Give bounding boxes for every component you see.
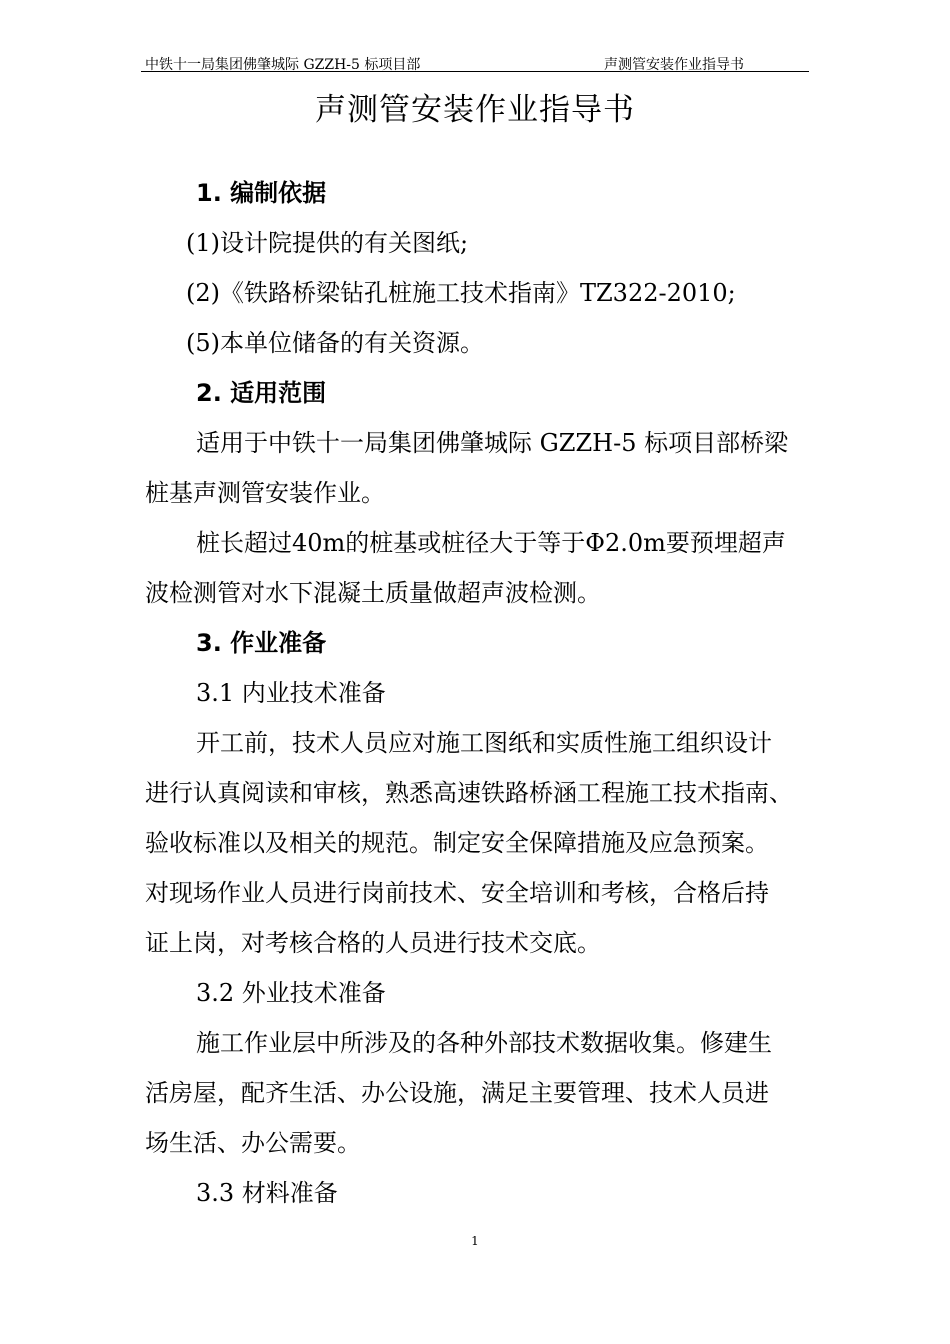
paragraph-line: 对现场作业人员进行岗前技术、安全培训和考核，合格后持 bbox=[145, 879, 769, 907]
paragraph-line: 场生活、办公需要。 bbox=[145, 1129, 361, 1157]
paragraph-line: 适用于中铁十一局集团佛肇城际 GZZH-5 标项目部桥梁 bbox=[196, 429, 789, 457]
section-2-heading: 2. 适用范围 bbox=[196, 379, 327, 407]
header-divider bbox=[141, 71, 809, 72]
paragraph-line: 验收标准以及相关的规范。制定安全保障措施及应急预案。 bbox=[145, 829, 769, 857]
subsection-3-3-title: 3.3 材料准备 bbox=[196, 1179, 338, 1207]
paragraph-line: 开工前，技术人员应对施工图纸和实质性施工组织设计 bbox=[196, 729, 772, 757]
section-1-item: (1)设计院提供的有关图纸; bbox=[186, 229, 469, 257]
paragraph-line: 桩基声测管安装作业。 bbox=[145, 479, 385, 507]
section-1-heading: 1. 编制依据 bbox=[196, 179, 327, 207]
paragraph-line: 波检测管对水下混凝土质量做超声波检测。 bbox=[145, 579, 601, 607]
paragraph-line: 进行认真阅读和审核，熟悉高速铁路桥涵工程施工技术指南、 bbox=[145, 779, 793, 807]
header-doc-name: 声测管安装作业指导书 bbox=[604, 57, 744, 73]
section-3-heading: 3. 作业准备 bbox=[196, 629, 327, 657]
subsection-3-1-title: 3.1 内业技术准备 bbox=[196, 679, 386, 707]
section-1-item: (2)《铁路桥梁钻孔桩施工技术指南》TZ322-2010; bbox=[186, 279, 736, 307]
header-project-name: 中铁十一局集团佛肇城际 GZZH-5 标项目部 bbox=[145, 57, 421, 73]
paragraph-line: 施工作业层中所涉及的各种外部技术数据收集。修建生 bbox=[196, 1029, 772, 1057]
paragraph-line: 证上岗，对考核合格的人员进行技术交底。 bbox=[145, 929, 601, 957]
paragraph-line: 活房屋，配齐生活、办公设施，满足主要管理、技术人员进 bbox=[145, 1079, 769, 1107]
paragraph-line: 桩长超过40m的桩基或桩径大于等于Φ2.0m要预埋超声 bbox=[196, 529, 786, 557]
subsection-3-2-title: 3.2 外业技术准备 bbox=[196, 979, 386, 1007]
page-number: 1 bbox=[471, 1234, 479, 1248]
section-1-item: (5)本单位储备的有关资源。 bbox=[186, 329, 484, 357]
document-title: 声测管安装作业指导书 bbox=[315, 92, 635, 128]
